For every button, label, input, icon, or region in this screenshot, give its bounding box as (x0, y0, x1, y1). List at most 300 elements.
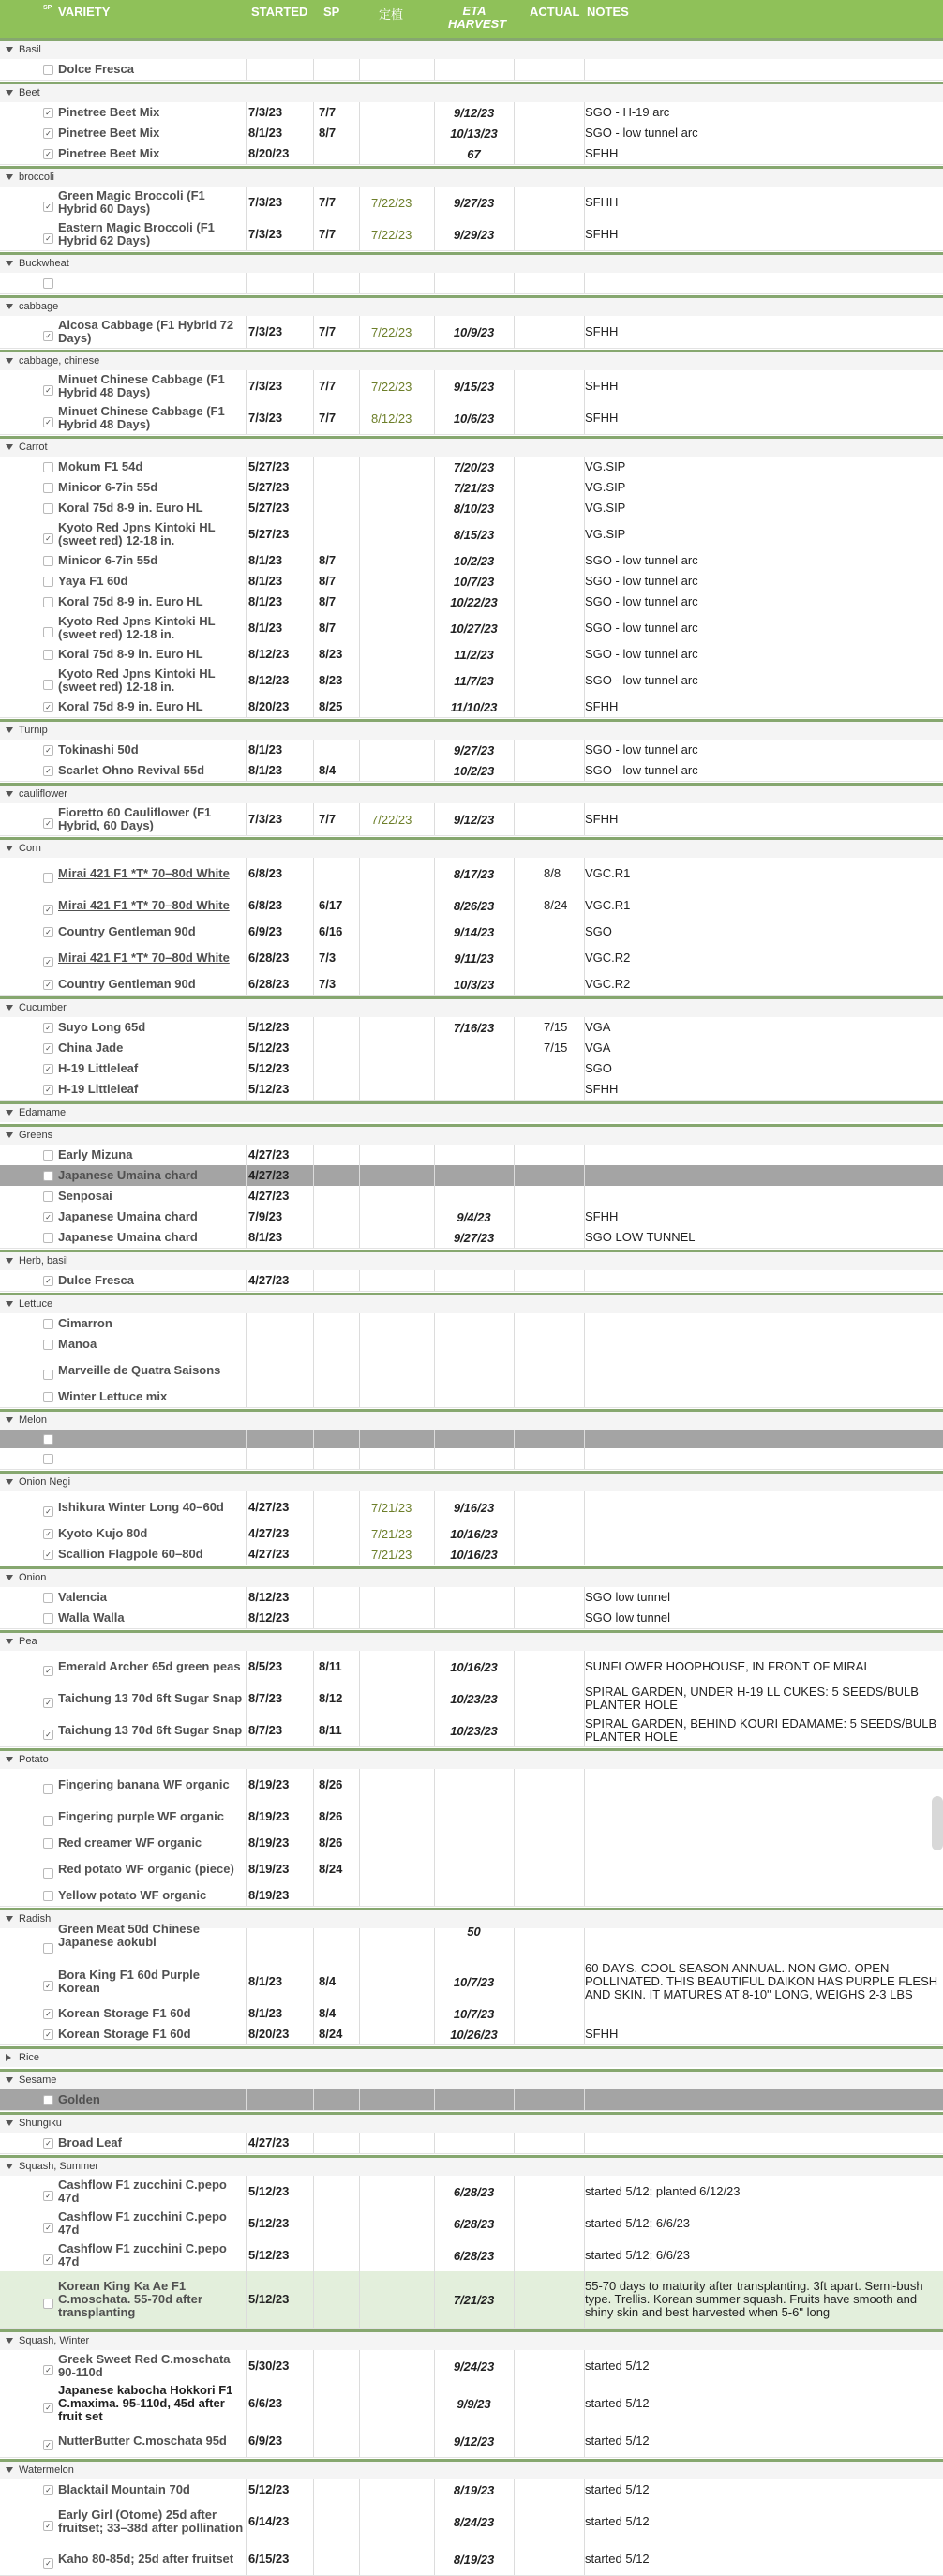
notes-cell (585, 942, 941, 974)
column-divider (246, 1145, 247, 1165)
table-row[interactable] (0, 1885, 943, 1907)
table-row[interactable] (0, 123, 943, 144)
checkbox[interactable] (43, 650, 53, 660)
table-row[interactable] (0, 1386, 943, 1408)
started-cell (248, 550, 312, 571)
group-header-melon[interactable] (0, 1409, 943, 1430)
chevron-down-icon[interactable] (6, 727, 13, 733)
table-row[interactable] (0, 1960, 943, 2004)
transplant-cell (371, 59, 439, 80)
checkbox-checked[interactable]: ✓ (43, 533, 53, 544)
table-row[interactable] (0, 921, 943, 943)
checkbox[interactable] (43, 483, 53, 493)
table-row[interactable] (0, 1313, 943, 1335)
table-row[interactable] (0, 665, 943, 697)
table-row[interactable] (0, 370, 943, 403)
group-header-shungiku[interactable] (0, 2112, 943, 2133)
table-row[interactable] (0, 740, 943, 761)
started-cell (248, 2176, 312, 2208)
table-row[interactable] (0, 402, 943, 435)
checkbox-checked[interactable]: ✓ (43, 2029, 53, 2040)
checkbox[interactable] (43, 556, 53, 566)
table-row[interactable] (0, 1544, 943, 1565)
started-cell (248, 1683, 312, 1715)
chevron-down-icon[interactable] (6, 90, 13, 96)
chevron-down-icon[interactable] (6, 2120, 13, 2126)
group-header-greens[interactable] (0, 1124, 943, 1145)
chevron-down-icon[interactable] (6, 1757, 13, 1762)
column-divider (514, 187, 515, 218)
table-row[interactable] (0, 2208, 943, 2240)
table-row[interactable] (0, 803, 943, 836)
chevron-down-icon[interactable] (6, 1258, 13, 1264)
chevron-down-icon[interactable] (6, 2077, 13, 2083)
started-cell-text: 7/3/23 (248, 812, 283, 826)
variety-cell-text: Dolce Fresca (58, 62, 134, 76)
table-row[interactable] (0, 1206, 943, 1228)
checkbox[interactable] (43, 503, 53, 514)
notes-cell (585, 2543, 941, 2575)
sp-cell (319, 1386, 358, 1407)
chevron-down-icon[interactable] (6, 791, 13, 797)
group-header-onion-negi[interactable] (0, 1471, 943, 1491)
checkbox[interactable] (43, 1784, 53, 1794)
table-row[interactable] (0, 59, 943, 81)
table-row[interactable] (0, 1227, 943, 1249)
table-row[interactable] (0, 518, 943, 551)
group-header-basil[interactable] (0, 38, 943, 59)
checkbox-checked[interactable]: ✓ (43, 2191, 53, 2201)
table-row[interactable] (0, 498, 943, 519)
eta-cell-text: 9/11/23 (454, 951, 494, 966)
checkbox-checked[interactable]: ✓ (43, 905, 53, 915)
notes-cell (585, 890, 941, 921)
checkbox-checked[interactable]: ✓ (43, 2403, 53, 2413)
table-row[interactable] (0, 1715, 943, 1747)
started-cell (248, 1448, 312, 1469)
checkbox-checked[interactable]: ✓ (43, 417, 53, 427)
sp-cell (319, 1651, 358, 1683)
variety-cell (58, 218, 244, 250)
transplant-cell (371, 1801, 439, 1833)
eta-cell (434, 1885, 514, 1906)
table-row[interactable] (0, 2425, 943, 2458)
notes-cell (585, 2479, 941, 2500)
table-row[interactable] (0, 1922, 943, 1961)
checkbox-checked[interactable]: ✓ (43, 766, 53, 776)
chevron-down-icon[interactable] (6, 1301, 13, 1307)
column-divider (246, 1058, 247, 1079)
column-divider (514, 1145, 515, 1165)
table-row[interactable] (0, 1058, 943, 1080)
table-row[interactable] (0, 1355, 943, 1387)
table-row[interactable] (0, 2500, 943, 2544)
checkbox[interactable] (43, 2299, 53, 2309)
header-transplant[interactable]: 定植 (379, 7, 404, 22)
group-header-lettuce[interactable] (0, 1293, 943, 1313)
table-row[interactable] (0, 2239, 943, 2272)
eta-cell (434, 102, 514, 123)
actual-cell (544, 1355, 591, 1386)
table-row[interactable] (0, 2003, 943, 2025)
group-header-turnip[interactable] (0, 719, 943, 740)
table-row[interactable] (0, 1145, 943, 1166)
checkbox-checked[interactable]: ✓ (43, 2365, 53, 2375)
checkbox-checked[interactable]: ✓ (43, 1276, 53, 1286)
table-row[interactable] (0, 477, 943, 499)
table-row[interactable] (0, 273, 943, 294)
chevron-down-icon[interactable] (6, 358, 13, 364)
checkbox-checked[interactable]: ✓ (43, 149, 53, 159)
chevron-down-icon[interactable] (6, 1110, 13, 1116)
chevron-down-icon[interactable] (6, 1417, 13, 1423)
checkbox[interactable] (43, 1613, 53, 1624)
group-header-corn[interactable] (0, 837, 943, 858)
sp-cell (319, 1165, 358, 1186)
checkbox-checked[interactable]: ✓ (43, 233, 53, 244)
table-row[interactable] (0, 644, 943, 666)
column-divider (359, 1715, 360, 1746)
column-divider (359, 592, 360, 612)
checkbox-checked[interactable]: ✓ (43, 957, 53, 967)
table-row[interactable] (0, 102, 943, 124)
checkbox-checked[interactable]: ✓ (43, 1730, 53, 1740)
table-row[interactable] (0, 2024, 943, 2045)
variety-cell-text: Scarlet Ohno Revival 55d (58, 763, 205, 777)
actual-cell (544, 402, 591, 434)
group-header-edamame[interactable] (0, 1101, 943, 1122)
table-row[interactable] (0, 2350, 943, 2383)
checkbox-checked[interactable]: ✓ (43, 980, 53, 990)
checkbox-checked[interactable]: ✓ (43, 1023, 53, 1033)
table-row[interactable] (0, 1683, 943, 1715)
variety-cell (58, 1186, 244, 1206)
chevron-down-icon[interactable] (6, 2467, 13, 2473)
checkbox[interactable] (43, 65, 53, 75)
table-row[interactable] (0, 1448, 943, 1470)
chevron-down-icon[interactable] (6, 2164, 13, 2169)
header-eta-harvest[interactable]: ETA HARVEST (448, 4, 507, 31)
checkbox-checked[interactable]: ✓ (43, 108, 53, 118)
table-row[interactable] (0, 1186, 943, 1207)
table-row[interactable] (0, 1833, 943, 1854)
checkbox[interactable] (43, 1434, 53, 1445)
started-cell (248, 2133, 312, 2153)
group-header-squash-winter[interactable] (0, 2329, 943, 2350)
group-header-buckwheat[interactable] (0, 252, 943, 273)
notes-cell-text: VGA (585, 1041, 611, 1055)
group-header-cauliflower[interactable] (0, 783, 943, 803)
header-sp[interactable]: SP (323, 5, 340, 19)
chevron-down-icon[interactable] (6, 174, 13, 180)
column-divider (514, 402, 515, 434)
column-divider (313, 696, 314, 717)
checkbox-checked[interactable]: ✓ (43, 2009, 53, 2019)
started-cell-text: 8/12/23 (248, 673, 290, 687)
checkbox[interactable] (43, 577, 53, 587)
variety-cell-text: Walla Walla (58, 1610, 125, 1625)
group-header-cabbage-chinese[interactable] (0, 350, 943, 370)
table-row[interactable] (0, 1038, 943, 1059)
table-row[interactable] (0, 2133, 943, 2154)
transplant-cell (371, 218, 439, 250)
column-divider (313, 1769, 314, 1801)
started-cell-text: 4/27/23 (248, 1147, 290, 1161)
column-divider (514, 921, 515, 942)
variety-cell (58, 592, 244, 612)
variety-cell (58, 1386, 244, 1407)
chevron-down-icon[interactable] (6, 47, 13, 52)
checkbox[interactable] (43, 1943, 53, 1954)
actual-cell (544, 2003, 591, 2024)
checkbox[interactable] (43, 1593, 53, 1603)
group-header-potato[interactable] (0, 1748, 943, 1769)
column-divider (246, 1038, 247, 1058)
header-actual[interactable]: ACTUAL (530, 5, 580, 19)
column-divider (313, 1587, 314, 1608)
table-row[interactable] (0, 316, 943, 349)
transplant-cell (371, 1523, 439, 1544)
table-row[interactable] (0, 218, 943, 251)
header-variety[interactable]: VARIETY (58, 5, 111, 19)
checkbox[interactable] (43, 1454, 53, 1464)
chevron-down-icon[interactable] (6, 1005, 13, 1011)
actual-cell (544, 858, 591, 890)
table-row[interactable] (0, 2543, 943, 2576)
group-header-rice[interactable] (0, 2046, 943, 2067)
checkbox[interactable] (43, 1392, 53, 1402)
sp-cell (319, 1608, 358, 1628)
table-row[interactable] (0, 2176, 943, 2209)
checkbox-checked[interactable]: ✓ (43, 1698, 53, 1708)
checkbox[interactable] (43, 1150, 53, 1161)
checkbox-checked[interactable]: ✓ (43, 1506, 53, 1517)
started-cell (248, 2500, 312, 2543)
actual-cell (544, 2133, 591, 2153)
actual-cell (544, 2479, 591, 2500)
checkbox[interactable] (43, 1891, 53, 1901)
started-cell (248, 187, 312, 218)
checkbox-checked[interactable]: ✓ (43, 2138, 53, 2149)
vertical-scrollbar[interactable] (932, 1796, 943, 1850)
chevron-down-icon[interactable] (6, 2338, 13, 2344)
actual-cell (544, 1801, 591, 1833)
checkbox[interactable] (43, 1838, 53, 1849)
checkbox[interactable] (43, 1340, 53, 1350)
chevron-down-icon[interactable] (6, 846, 13, 851)
sp-cell (319, 518, 358, 550)
checkbox-checked[interactable]: ✓ (43, 2254, 53, 2265)
column-divider (313, 1960, 314, 2003)
table-row[interactable] (0, 1017, 943, 1039)
checkbox[interactable] (43, 2095, 53, 2105)
table-row[interactable] (0, 1801, 943, 1834)
checkbox[interactable] (43, 1171, 53, 1181)
checkbox[interactable] (43, 1370, 53, 1380)
chevron-down-icon[interactable] (6, 1479, 13, 1485)
transplant-cell (371, 2208, 439, 2239)
variety-cell-text: Minuet Chinese Cabbage (F1 Hybrid 48 Days) (58, 404, 225, 431)
notes-cell-text: started 5/12 (585, 2396, 650, 2410)
group-header-squash-summer[interactable] (0, 2155, 943, 2176)
checkbox-checked[interactable]: ✓ (43, 1085, 53, 1095)
checkbox[interactable] (43, 680, 53, 690)
table-row[interactable] (0, 696, 943, 718)
variety-cell (58, 370, 244, 402)
checkbox-checked[interactable]: ✓ (43, 202, 53, 212)
table-row[interactable] (0, 1079, 943, 1101)
table-row[interactable] (0, 974, 943, 996)
checkbox-checked[interactable]: ✓ (43, 385, 53, 396)
chevron-right-icon[interactable] (6, 2054, 11, 2061)
table-row[interactable] (0, 1334, 943, 1355)
header-notes[interactable]: NOTES (587, 5, 629, 19)
table-row[interactable] (0, 2382, 943, 2426)
checkbox-checked[interactable]: ✓ (43, 1529, 53, 1539)
table-row[interactable] (0, 2271, 943, 2329)
started-cell-text: 4/27/23 (248, 1189, 290, 1203)
table-row[interactable] (0, 457, 943, 478)
chevron-down-icon[interactable] (6, 1916, 13, 1922)
transplant-cell (371, 102, 439, 123)
checkbox[interactable] (43, 278, 53, 289)
sp-cell (319, 1038, 358, 1058)
checkbox[interactable] (43, 873, 53, 883)
column-divider (514, 1769, 515, 1801)
column-divider (246, 316, 247, 348)
column-divider (514, 1608, 515, 1628)
checkbox-checked[interactable]: ✓ (43, 702, 53, 712)
started-cell-text: 8/1/23 (248, 574, 283, 588)
checkbox-checked[interactable]: ✓ (43, 128, 53, 139)
header-started[interactable]: STARTED (251, 5, 308, 19)
group-header-herb-basil[interactable] (0, 1250, 943, 1270)
checkbox-checked[interactable]: ✓ (43, 1043, 53, 1054)
column-divider (246, 1833, 247, 1853)
table-row[interactable] (0, 1769, 943, 1802)
table-row[interactable] (0, 890, 943, 922)
chevron-down-icon[interactable] (6, 444, 13, 450)
chevron-down-icon[interactable] (6, 304, 13, 309)
group-header-watermelon[interactable] (0, 2459, 943, 2479)
checkbox[interactable] (43, 1319, 53, 1329)
table-row[interactable] (0, 612, 943, 645)
checkbox-checked[interactable]: ✓ (43, 745, 53, 756)
group-header-onion[interactable] (0, 1566, 943, 1587)
table-row[interactable] (0, 592, 943, 613)
checkbox-checked[interactable]: ✓ (43, 818, 53, 829)
group-header-beet[interactable] (0, 82, 943, 102)
notes-cell (585, 612, 941, 644)
column-divider (246, 1270, 247, 1291)
variety-cell-text: Minicor 6-7in 55d (58, 480, 158, 494)
chevron-down-icon[interactable] (6, 261, 13, 266)
table-row[interactable] (0, 2089, 943, 2111)
column-divider (313, 370, 314, 402)
column-divider (359, 1683, 360, 1715)
checkbox[interactable] (43, 1816, 53, 1826)
table-row[interactable] (0, 1523, 943, 1545)
table-row[interactable] (0, 1491, 943, 1524)
column-divider (359, 644, 360, 665)
eta-cell (434, 2176, 514, 2208)
sp-cell-text: 8/11 (319, 1659, 342, 1673)
checkbox[interactable] (43, 1233, 53, 1243)
table-row[interactable] (0, 550, 943, 572)
table-row[interactable] (0, 1587, 943, 1609)
table-row[interactable] (0, 1651, 943, 1684)
checkbox-checked[interactable]: ✓ (43, 1212, 53, 1222)
table-row[interactable] (0, 2479, 943, 2501)
checkbox-checked[interactable]: ✓ (43, 2485, 53, 2495)
column-divider (313, 2479, 314, 2500)
checkbox-checked[interactable]: ✓ (43, 1064, 53, 1074)
chevron-down-icon[interactable] (6, 1639, 13, 1644)
table-row[interactable] (0, 1270, 943, 1292)
table-row[interactable] (0, 760, 943, 782)
column-divider (313, 665, 314, 696)
group-header-broccoli[interactable] (0, 166, 943, 187)
column-divider (514, 974, 515, 995)
group-header-pea[interactable] (0, 1630, 943, 1651)
checkbox-checked[interactable]: ✓ (43, 2440, 53, 2450)
group-header-cucumber[interactable] (0, 996, 943, 1017)
transplant-cell (371, 187, 439, 218)
checkbox-checked[interactable]: ✓ (43, 1666, 53, 1676)
table-row[interactable] (0, 1430, 943, 1449)
table-row[interactable] (0, 942, 943, 975)
checkbox-checked[interactable]: ✓ (43, 1981, 53, 1991)
table-row[interactable] (0, 1165, 943, 1187)
eta-cell (434, 2425, 514, 2457)
group-header-sesame[interactable] (0, 2069, 943, 2089)
table-row[interactable] (0, 858, 943, 891)
notes-cell (585, 1769, 941, 1801)
checkbox-checked[interactable]: ✓ (43, 927, 53, 937)
transplant-cell (371, 2176, 439, 2208)
checkbox[interactable] (43, 1868, 53, 1879)
checkbox[interactable] (43, 597, 53, 607)
column-divider (246, 858, 247, 890)
checkbox-checked[interactable]: ✓ (43, 331, 53, 341)
column-divider (359, 457, 360, 477)
checkbox-checked[interactable]: ✓ (43, 2521, 53, 2531)
notes-cell-text: started 5/12; 6/6/23 (585, 2216, 691, 2230)
checkbox-checked[interactable]: ✓ (43, 1550, 53, 1560)
checkbox[interactable] (43, 1191, 53, 1202)
column-divider (514, 2208, 515, 2239)
chevron-down-icon[interactable] (6, 1575, 13, 1580)
started-cell-text: 8/5/23 (248, 1659, 283, 1673)
group-header-carrot[interactable] (0, 436, 943, 457)
checkbox[interactable] (43, 462, 53, 472)
column-divider (313, 2271, 314, 2328)
notes-cell (585, 123, 941, 143)
started-cell (248, 1313, 312, 1334)
table-row[interactable] (0, 143, 943, 165)
chevron-down-icon[interactable] (6, 1132, 13, 1138)
checkbox[interactable] (43, 627, 53, 637)
table-row[interactable] (0, 187, 943, 219)
actual-cell (544, 1448, 591, 1469)
table-row[interactable] (0, 1853, 943, 1886)
column-divider (514, 2176, 515, 2208)
group-header-cabbage[interactable] (0, 295, 943, 316)
table-row[interactable] (0, 1608, 943, 1629)
checkbox-checked[interactable]: ✓ (43, 2558, 53, 2569)
table-row[interactable] (0, 571, 943, 592)
checkbox-checked[interactable]: ✓ (43, 2223, 53, 2233)
